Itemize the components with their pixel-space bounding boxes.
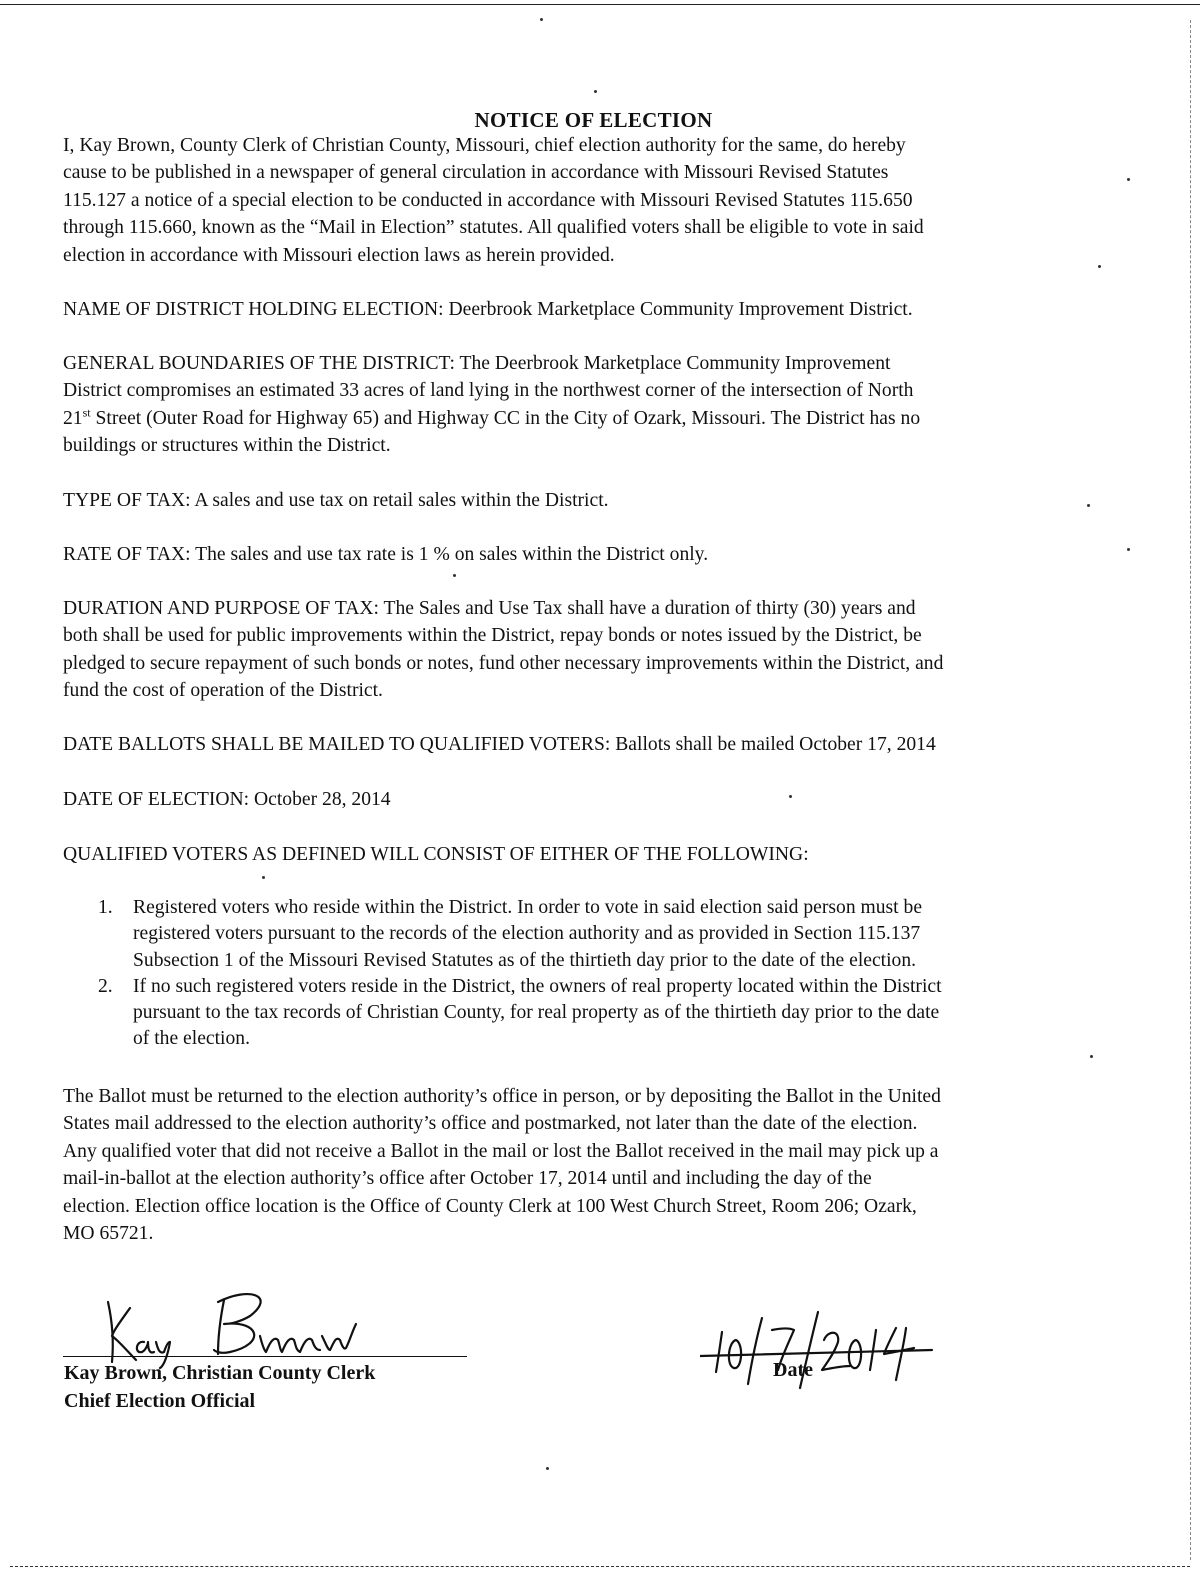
signature-line [63, 1356, 467, 1357]
qualified-voters-list [98, 895, 1138, 1053]
list-item-line: Subsection 1 of the Missouri Revised Statutes as of the thirtieth day prior to the date of the election. [133, 949, 917, 971]
ordinal-number: 21 [63, 407, 83, 429]
ballots-mailed-date: DATE BALLOTS SHALL BE MAILED TO QUALIFIED VOTERS: Ballots shall be mailed October 17, 2014 [63, 734, 936, 755]
scan-edge-bottom [10, 1566, 1190, 1567]
scan-speck [1090, 1055, 1093, 1058]
boundaries-line: buildings or structures within the District. [63, 435, 391, 457]
signer-name: Kay Brown, Christian County Clerk [64, 1362, 376, 1384]
return-line: mail-in-ballot at the election authority’s office after October 17, 2014 until and including the day of the [63, 1168, 872, 1190]
handwritten-date [700, 1300, 940, 1390]
intro-line: cause to be published in a newspaper of general circulation in accordance with Missouri Revised Statutes [63, 162, 889, 184]
intro-line: election in accordance with Missouri election laws as herein provided. [63, 244, 615, 266]
duration-line: DURATION AND PURPOSE OF TAX: The Sales and Use Tax shall have a duration of thirty (30) years and [63, 598, 916, 619]
list-item-line: Registered voters who reside within the District. In order to vote in said election said person must be [133, 897, 923, 918]
signature-block [64, 1359, 375, 1415]
scan-speck [594, 90, 597, 93]
scan-speck [546, 1467, 549, 1470]
duration-line: pledged to secure repayment of such bonds or notes, fund other necessary improvements within the District, and [63, 652, 944, 674]
boundaries-paragraph [63, 350, 1131, 460]
district-name: NAME OF DISTRICT HOLDING ELECTION: Deerbrook Marketplace Community Improvement District. [63, 299, 913, 320]
list-item-number: 2. [98, 975, 113, 997]
scan-edge-right [1190, 20, 1191, 1560]
duration-line: fund the cost of operation of the District. [63, 680, 383, 702]
return-line: The Ballot must be returned to the election authority’s office in person, or by depositing the Ballot in the United [63, 1086, 941, 1107]
list-item-text [133, 895, 1138, 974]
list-item [98, 974, 1138, 1053]
return-line: election. Election office location is the Office of County Clerk at 100 West Church Street, Room 206; Ozark, [63, 1195, 917, 1217]
scan-edge-top [0, 4, 1200, 5]
list-item-line: of the election. [133, 1028, 250, 1050]
intro-paragraph [63, 132, 1131, 269]
qualified-voters-heading: QUALIFIED VOTERS AS DEFINED WILL CONSIST OF EITHER OF THE FOLLOWING: [63, 844, 809, 865]
signer-title: Chief Election Official [64, 1390, 256, 1412]
date-label: Date [773, 1359, 813, 1381]
scan-speck [453, 574, 456, 577]
return-line: States mail addressed to the election authority’s office and postmarked, not later than the date of the election. [63, 1113, 918, 1135]
list-item [98, 895, 1138, 974]
ordinal-suffix: st [82, 405, 91, 420]
duration-paragraph [63, 595, 1131, 705]
list-item-number: 1. [98, 897, 113, 918]
intro-line: through 115.660, known as the “Mail in Election” statutes. All qualified voters shall be eligible to vote in said [63, 217, 924, 239]
intro-line: I, Kay Brown, County Clerk of Christian County, Missouri, chief election authority for the same, do hereby [63, 135, 906, 156]
boundaries-line: GENERAL BOUNDARIES OF THE DISTRICT: The Deerbrook Marketplace Community Improvement [63, 353, 891, 374]
scan-speck [262, 876, 265, 879]
boundaries-line [63, 405, 1131, 432]
type-of-tax: TYPE OF TAX: A sales and use tax on retail sales within the District. [63, 490, 609, 511]
duration-line: both shall be used for public improvements within the District, repay bonds or notes issued by the District, be [63, 625, 922, 647]
boundaries-line-rest: Street (Outer Road for Highway 65) and Highway CC in the City of Ozark, Missouri. The District has no [90, 407, 921, 429]
list-item-line: If no such registered voters reside in the District, the owners of real property located within the District [133, 975, 942, 997]
return-instructions-paragraph [63, 1083, 1131, 1247]
rate-of-tax: RATE OF TAX: The sales and use tax rate is 1 % on sales within the District only. [63, 544, 709, 565]
scan-speck [540, 18, 543, 21]
return-line: MO 65721. [63, 1223, 154, 1245]
list-item-text [133, 974, 1138, 1053]
list-item-line: registered voters pursuant to the records of the election authority and as provided in Section 115.137 [133, 923, 921, 945]
boundaries-line: District compromises an estimated 33 acres of land lying in the northwest corner of the intersection of North [63, 380, 914, 402]
election-date: DATE OF ELECTION: October 28, 2014 [63, 789, 391, 810]
return-line: Any qualified voter that did not receive a Ballot in the mail or lost the Ballot received in the mail may pick up a [63, 1140, 939, 1162]
intro-line: 115.127 a notice of a special election to be conducted in accordance with Missouri Revised Statutes 115.650 [63, 189, 913, 211]
notice-title: NOTICE OF ELECTION [474, 108, 713, 132]
list-item-line: pursuant to the tax records of Christian County, for real property as of the thirtieth day prior to the date [133, 1002, 940, 1024]
